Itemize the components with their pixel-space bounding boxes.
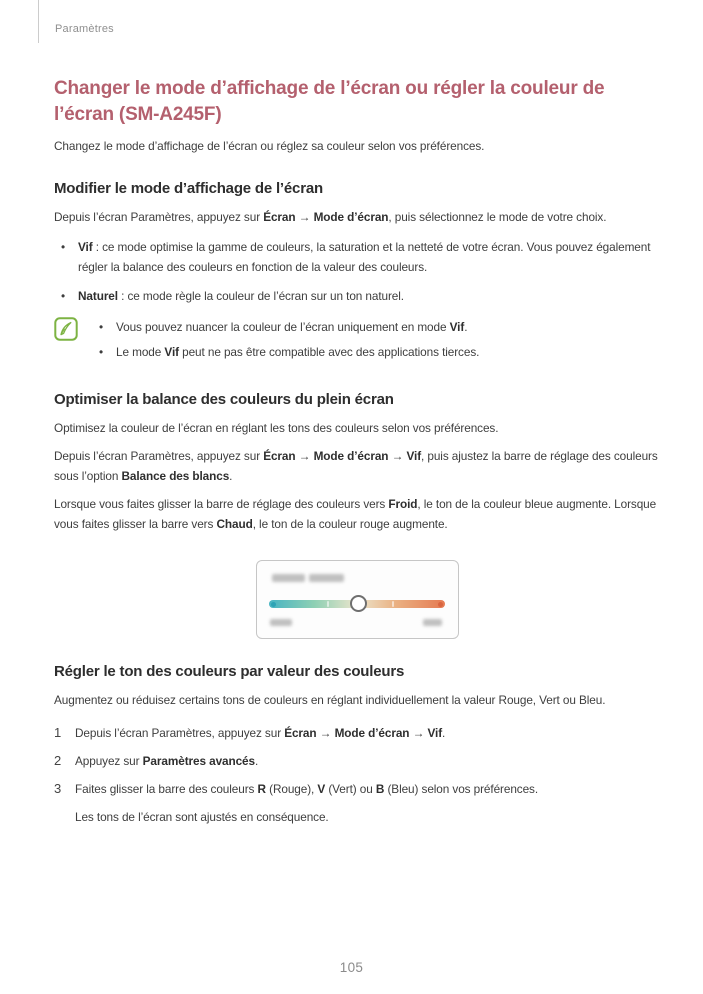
paragraph-color-value-intro: Augmentez ou réduisez certains tons de couleurs en réglant individuellement la valeur Rouge, Vert ou Bleu. <box>54 693 606 707</box>
note-icon <box>54 317 78 367</box>
page-title: Changer le mode d’affichage de l’écran ou régler la couleur de l’écran (SM-A245F) <box>54 78 605 125</box>
note-bullet-list <box>92 317 660 362</box>
step-number: 3 <box>54 781 62 796</box>
bullet-marker: • <box>99 345 104 359</box>
section-white-balance <box>54 390 660 639</box>
note-item <box>92 317 660 337</box>
note-text: Vous pouvez nuancer la couleur de l’écran uniquement en mode Vif. <box>116 320 468 334</box>
section-heading-white-balance: Optimiser la balance des couleurs du plein écran <box>54 391 394 408</box>
numbered-step <box>54 723 660 743</box>
note-callout <box>54 315 660 367</box>
section-heading-display-mode: Modifier le mode d’affichage de l’écran <box>54 180 323 197</box>
section-heading-color-value: Régler le ton des couleurs par valeur des couleurs <box>54 663 405 680</box>
bullet-item-naturel <box>54 286 660 306</box>
bullet-marker: • <box>99 320 104 334</box>
blurred-title-label <box>309 574 344 582</box>
paragraph-white-balance-2: Depuis l’écran Paramètres, appuyez sur Écran → Mode d’écran → Vif, puis ajustez la barre de réglage des couleurs sous l’option Balance des blancs. <box>54 449 658 483</box>
step-text: Faites glisser la barre des couleurs R (Rouge), V (Vert) ou B (Bleu) selon vos préférences. <box>75 782 539 796</box>
slider-tick <box>392 601 394 607</box>
paragraph-white-balance-1: Optimisez la couleur de l’écran en réglant les tons des couleurs selon vos préférences. <box>54 421 499 435</box>
page-header <box>0 0 703 44</box>
numbered-step <box>54 779 660 827</box>
section-color-value <box>54 662 660 827</box>
paragraph-white-balance-3: Lorsque vous faites glisser la barre de réglage des couleurs vers Froid, le ton de la couleur bleue augmente. Lorsque vous faites glisser la barre vers Chaud, le ton de la couleur rouge augmente. <box>54 497 657 531</box>
note-item <box>92 342 660 362</box>
numbered-step-list <box>54 723 660 827</box>
note-body <box>92 315 660 367</box>
step-number: 1 <box>54 725 62 740</box>
slider-cool-endcap <box>271 602 276 607</box>
numbered-step <box>54 751 660 771</box>
page-content <box>54 44 660 835</box>
bullet-text: Vif : ce mode optimise la gamme de couleurs, la saturation et la netteté de votre écran. Vous pouvez également régler la balance des couleurs en fonction de la valeur des couleurs. <box>78 240 651 274</box>
page-intro: Changez le mode d’affichage de l’écran ou réglez sa couleur selon vos préférences. <box>54 139 485 153</box>
slider-warm-endcap <box>438 602 443 607</box>
display-mode-bullet-list <box>54 237 660 306</box>
note-text: Le mode Vif peut ne pas être compatible avec des applications tierces. <box>116 345 480 359</box>
section-display-mode <box>54 179 660 367</box>
paragraph-display-mode-intro: Depuis l’écran Paramètres, appuyez sur Écran → Mode d’écran, puis sélectionnez le mode de votre choix. <box>54 210 607 224</box>
bullet-marker: • <box>61 240 66 254</box>
page-footer <box>0 958 703 978</box>
step-text: Appuyez sur Paramètres avancés. <box>75 754 259 768</box>
slider-tick <box>327 601 329 607</box>
bullet-marker: • <box>61 289 66 303</box>
slider-thumb <box>350 595 367 612</box>
page-number: 105 <box>339 960 364 975</box>
blurred-title-label <box>272 574 305 582</box>
bullet-text: Naturel : ce mode règle la couleur de l’écran sur un ton naturel. <box>78 289 404 303</box>
header-divider-line <box>38 0 39 43</box>
blurred-warm-label <box>423 619 442 626</box>
step-number: 2 <box>54 753 62 768</box>
white-balance-screenshot <box>256 560 459 639</box>
color-slider-track <box>269 600 445 608</box>
bullet-item-vif <box>54 237 660 277</box>
step-extra-text: Les tons de l’écran sont ajustés en conséquence. <box>75 810 329 824</box>
blurred-cool-label <box>270 619 292 626</box>
step-text: Depuis l’écran Paramètres, appuyez sur Écran → Mode d’écran → Vif. <box>75 726 446 740</box>
breadcrumb: Paramètres <box>55 23 114 35</box>
